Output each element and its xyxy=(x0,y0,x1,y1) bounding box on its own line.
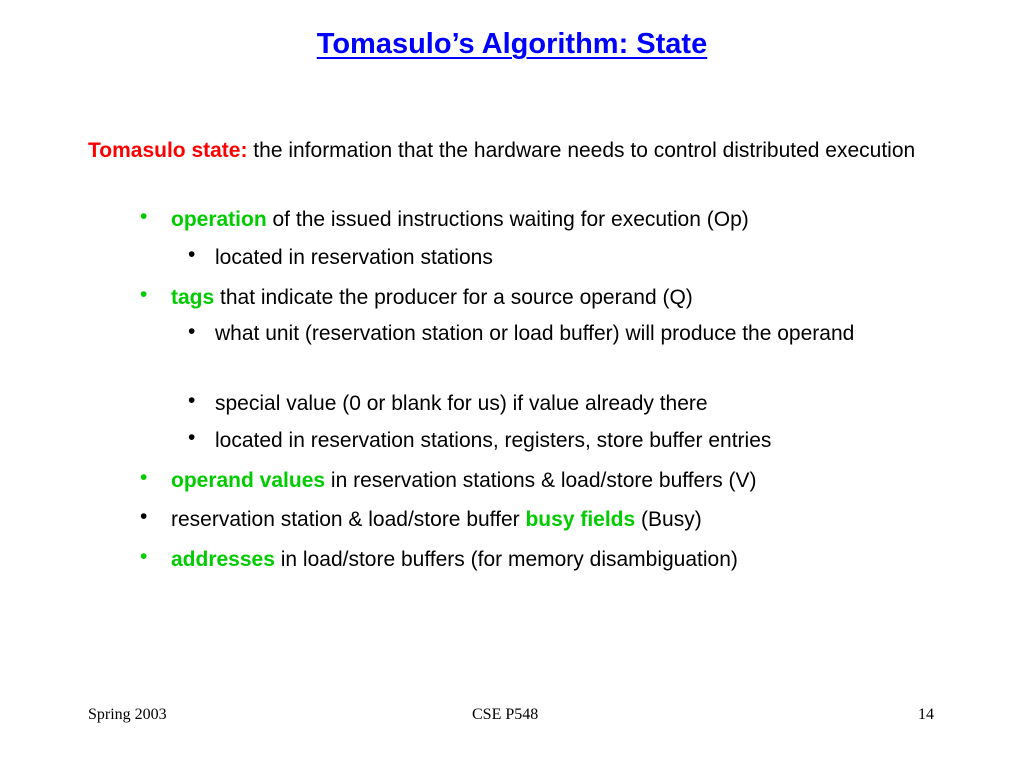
bullet-marker: • xyxy=(188,389,196,412)
footer-page-number: 14 xyxy=(918,706,934,723)
list-item xyxy=(215,425,915,456)
footer-left: Spring 2003 xyxy=(88,706,167,723)
intro-paragraph xyxy=(88,135,924,166)
item-text: what unit (reservation station or load buffer) will produce the operand xyxy=(215,322,855,345)
bullet-marker: • xyxy=(140,466,148,489)
bullet-marker: • xyxy=(188,320,196,343)
bullet-marker: • xyxy=(188,243,196,266)
list-item xyxy=(171,465,931,496)
item-text: located in reservation stations, registers, store buffer entries xyxy=(215,429,772,452)
intro-lead: Tomasulo state: xyxy=(88,139,248,162)
intro-text: the information that the hardware needs to control distributed execution xyxy=(247,139,916,162)
item-text: (Busy) xyxy=(635,508,702,531)
list-item xyxy=(215,388,915,419)
item-emphasis: operand values xyxy=(171,469,326,492)
bullet-marker: • xyxy=(140,205,148,228)
list-item xyxy=(171,504,931,535)
item-emphasis: tags xyxy=(171,286,215,309)
item-emphasis: addresses xyxy=(171,548,275,571)
list-item xyxy=(215,319,905,349)
item-text: of the issued instructions waiting for execution (Op) xyxy=(266,208,749,231)
list-item xyxy=(171,282,931,313)
bullet-marker: • xyxy=(188,426,196,449)
bullet-marker: • xyxy=(140,505,148,528)
bullet-marker: • xyxy=(140,545,148,568)
item-text: special value (0 or blank for us) if value already there xyxy=(215,392,708,415)
slide-title: Tomasulo’s Algorithm: State xyxy=(316,28,708,60)
item-prefix: reservation station & load/store buffer xyxy=(171,508,526,531)
item-text: located in reservation stations xyxy=(215,246,493,269)
footer-center: CSE P548 xyxy=(472,706,539,723)
list-item xyxy=(215,242,915,273)
item-text: in load/store buffers (for memory disambiguation) xyxy=(274,548,738,571)
item-emphasis: operation xyxy=(171,208,267,231)
bullet-marker: • xyxy=(140,283,148,306)
item-text: in reservation stations & load/store buffers (V) xyxy=(325,469,757,492)
list-item xyxy=(171,204,931,235)
item-emphasis: busy fields xyxy=(525,508,636,531)
item-text: that indicate the producer for a source operand (Q) xyxy=(214,286,693,309)
list-item xyxy=(171,544,931,575)
